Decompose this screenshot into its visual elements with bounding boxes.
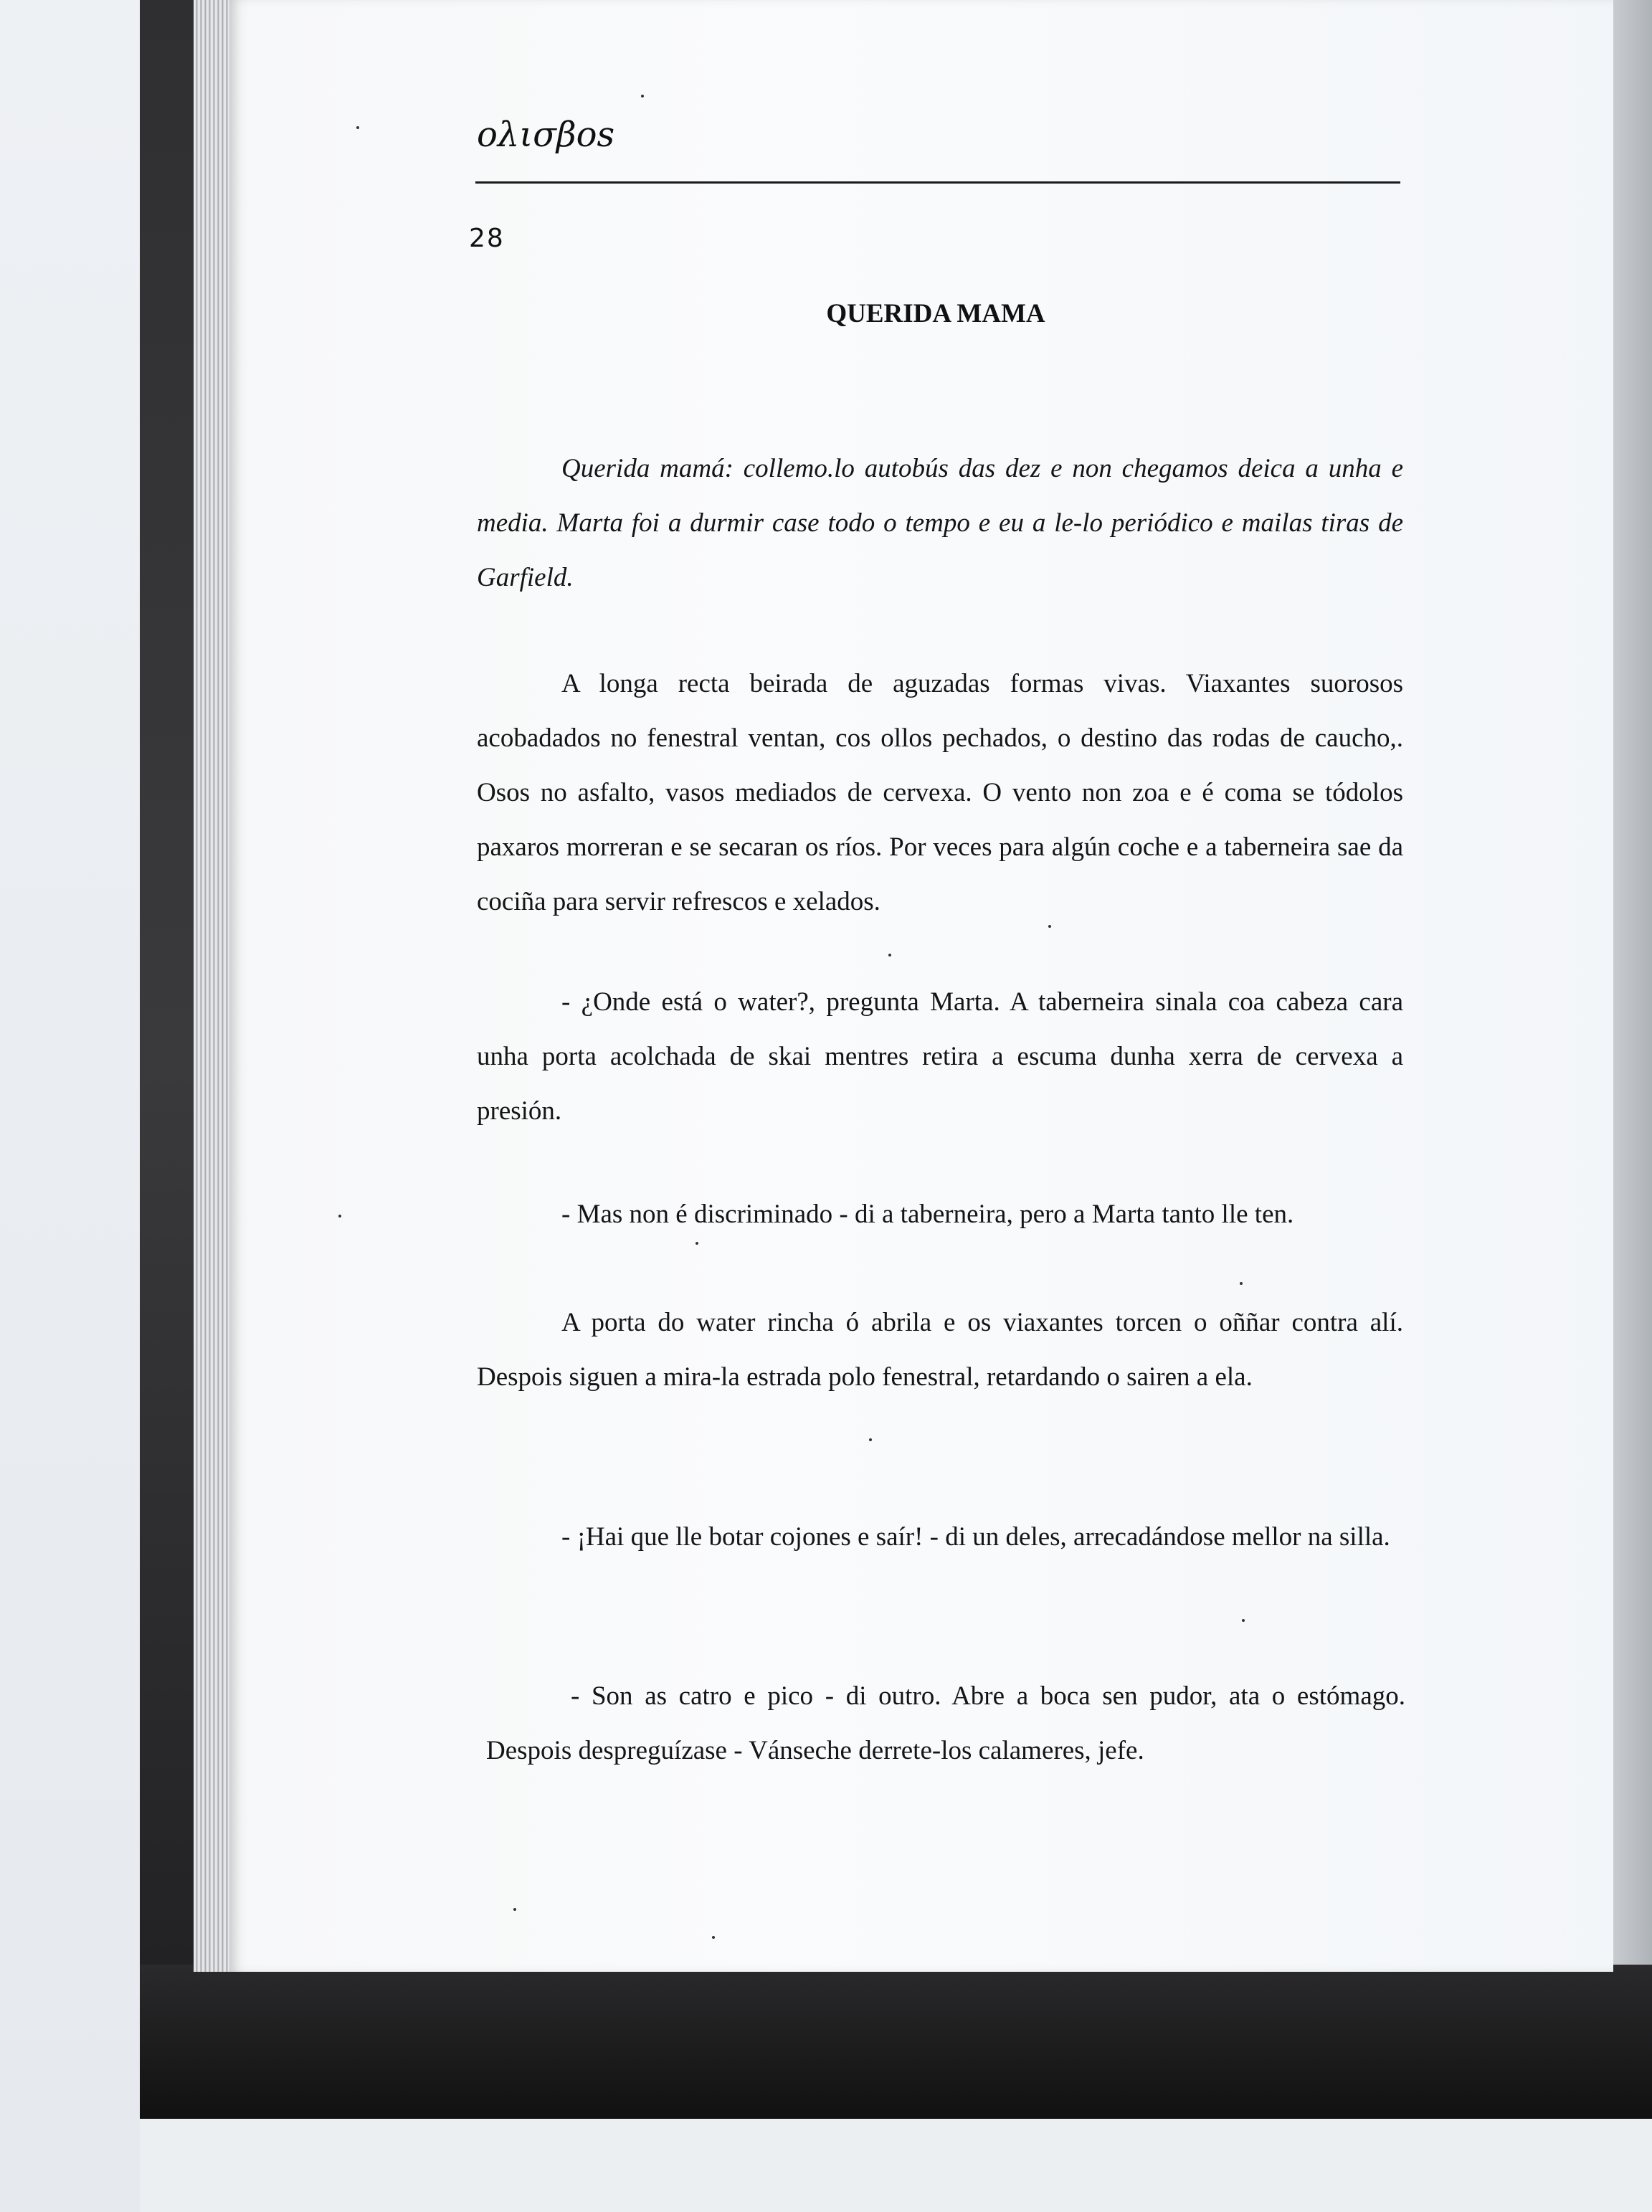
page-number: 28 bbox=[469, 224, 505, 253]
binding-shadow-bottom bbox=[140, 1965, 1652, 2119]
paragraph-dialogue-taberneira: - Mas non é discriminado - di a taberneira, pero a Marta tanto lle ten. bbox=[561, 1200, 1294, 1229]
story-title: QUERIDA MAMA bbox=[826, 299, 1045, 328]
journal-title: ολισβοs bbox=[477, 115, 615, 155]
paragraph-dialogue-catro: - Son as catro e pico - di outro. Abre a boca sen pudor, ata o estómago. Despois despreguízase - Vánseche derrete-los calameres, jefe. bbox=[486, 1681, 1405, 1765]
page-edge-shadow-right bbox=[1612, 0, 1652, 2119]
header-rule bbox=[475, 181, 1400, 184]
paragraph-dialogue-cojones: - ¡Hai que lle botar cojones e saír! - di un deles, arrecadándose mellor na silla. bbox=[561, 1522, 1390, 1552]
paragraph-dialogue-water: - ¿Onde está o water?, pregunta Marta. A taberneira sinala coa cabeza cara unha porta acolchada de skai mentres retira a escuma dunha xerra de cervexa a presión. bbox=[477, 987, 1403, 1126]
paragraph-letter-opening: Querida mamá: collemo.lo autobús das dez e non chegamos deica a unha e media. Marta foi a durmir case todo o tempo e eu a le-lo periódico e mailas tiras de Garfield. bbox=[477, 454, 1403, 592]
paragraph-door: A porta do water rincha ó abrila e os viaxantes torcen o oññar contra alí. Despois siguen a mira-la estrada polo fenestral, retardando o sairen a ela. bbox=[477, 1308, 1403, 1392]
paragraph-description: A longa recta beirada de aguzadas formas vivas. Viaxantes suorosos acobadados no fenestral ventan, cos ollos pechados, o destino das rodas de caucho,. Osos no asfalto, vasos mediados de cervexa. O vento non zoa e é coma se tódolos paxaros morreran e se secaran os ríos. Por veces para algún coche e a taberneira sae da cociña para servir refrescos e xelados. bbox=[477, 669, 1403, 916]
underlying-sheet bbox=[140, 2119, 1652, 2212]
